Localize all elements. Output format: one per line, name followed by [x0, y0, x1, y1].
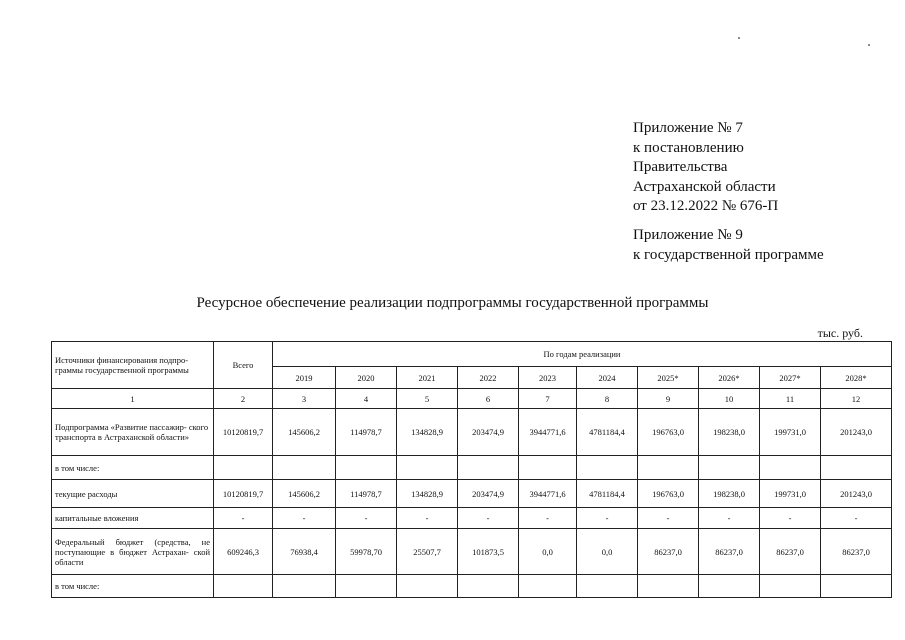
year-value-cell [519, 575, 577, 598]
year-value-cell: 198238,0 [699, 409, 760, 456]
year-value-cell: 86237,0 [699, 529, 760, 575]
resource-table [51, 341, 892, 598]
row-label: в том числе: [52, 575, 214, 598]
year-value-cell [699, 575, 760, 598]
year-value-cell: 101873,5 [458, 529, 519, 575]
annex-line: Приложение № 9 [633, 227, 743, 243]
year-value-cell [336, 575, 397, 598]
scan-speck [738, 37, 740, 39]
year-value-cell [577, 575, 638, 598]
year-value-cell: 203474,9 [458, 409, 519, 456]
year-value-cell [760, 456, 821, 480]
annex-line: Астраханской области [633, 178, 776, 195]
year-value-cell: 0,0 [577, 529, 638, 575]
year-value-cell: 145606,2 [273, 480, 336, 508]
annex-header-sub [633, 226, 824, 265]
total-cell: 609246,3 [214, 529, 273, 575]
row-label: в том числе: [52, 456, 214, 480]
year-header-cell: 2021 [397, 367, 458, 389]
year-value-cell: 201243,0 [821, 409, 892, 456]
annex-line: к государственной программе [633, 246, 824, 263]
column-number-cell: 3 [273, 389, 336, 409]
year-value-cell: 25507,7 [397, 529, 458, 575]
year-value-cell: 86237,0 [638, 529, 699, 575]
year-value-cell [458, 456, 519, 480]
column-number-cell: 2 [214, 389, 273, 409]
year-value-cell: 199731,0 [760, 480, 821, 508]
year-header-cell: 2025* [638, 367, 699, 389]
row-label: капитальные вложения [52, 508, 214, 529]
table-row [52, 575, 892, 598]
column-number-cell: 6 [458, 389, 519, 409]
year-value-cell [273, 575, 336, 598]
year-value-cell: - [638, 508, 699, 529]
year-value-cell: - [577, 508, 638, 529]
annex-line: Приложение № 7 [633, 120, 743, 136]
year-value-cell: 86237,0 [760, 529, 821, 575]
year-header-cell: 2019 [273, 367, 336, 389]
column-number-row [52, 389, 892, 409]
document-title: Ресурсное обеспечение реализации подпрограммы государственной программы [196, 295, 709, 311]
year-value-cell [821, 575, 892, 598]
total-cell: 10120819,7 [214, 480, 273, 508]
annex-line: от 23.12.2022 № 676-П [633, 198, 779, 214]
total-cell [214, 575, 273, 598]
year-value-cell [760, 575, 821, 598]
year-value-cell [577, 456, 638, 480]
column-number-cell: 9 [638, 389, 699, 409]
year-value-cell: 86237,0 [821, 529, 892, 575]
table-row [52, 456, 892, 480]
header-years-group: По годам реализации [273, 342, 892, 367]
scan-speck [868, 44, 870, 46]
year-value-cell: 201243,0 [821, 480, 892, 508]
year-value-cell: 114978,7 [336, 409, 397, 456]
year-value-cell: 76938,4 [273, 529, 336, 575]
year-value-cell: - [273, 508, 336, 529]
annex-header-main [633, 119, 778, 217]
column-number-cell: 11 [760, 389, 821, 409]
year-value-cell: - [699, 508, 760, 529]
annex-line: к постановлению [633, 139, 744, 156]
year-value-cell: 134828,9 [397, 409, 458, 456]
table-row [52, 529, 892, 575]
year-value-cell: 196763,0 [638, 480, 699, 508]
total-cell [214, 456, 273, 480]
year-value-cell [699, 456, 760, 480]
year-value-cell [519, 456, 577, 480]
year-value-cell [458, 575, 519, 598]
year-value-cell: 145606,2 [273, 409, 336, 456]
year-value-cell: 0,0 [519, 529, 577, 575]
annex-line: Правительства [633, 159, 728, 175]
column-number-cell: 5 [397, 389, 458, 409]
table-row [52, 480, 892, 508]
year-header-cell: 2024 [577, 367, 638, 389]
year-value-cell: - [821, 508, 892, 529]
year-value-cell: 3944771,6 [519, 409, 577, 456]
column-number-cell: 4 [336, 389, 397, 409]
units-label: тыс. руб. [817, 326, 863, 340]
year-value-cell: 203474,9 [458, 480, 519, 508]
year-value-cell: 59978,70 [336, 529, 397, 575]
year-header-cell: 2027* [760, 367, 821, 389]
year-value-cell [273, 456, 336, 480]
year-value-cell: 134828,9 [397, 480, 458, 508]
total-cell: - [214, 508, 273, 529]
column-number-cell: 1 [52, 389, 214, 409]
year-value-cell: - [519, 508, 577, 529]
header-total: Всего [214, 342, 273, 389]
year-value-cell: 114978,7 [336, 480, 397, 508]
table-row [52, 508, 892, 529]
row-label: Федеральный бюджет (средства, не поступающие в бюджет Астрахан- ской области [52, 529, 214, 575]
year-value-cell: - [397, 508, 458, 529]
column-number-cell: 7 [519, 389, 577, 409]
year-value-cell: - [336, 508, 397, 529]
year-value-cell [397, 575, 458, 598]
year-value-cell [638, 575, 699, 598]
year-value-cell: 4781184,4 [577, 409, 638, 456]
year-value-cell [336, 456, 397, 480]
total-cell: 10120819,7 [214, 409, 273, 456]
year-value-cell: 196763,0 [638, 409, 699, 456]
column-number-cell: 10 [699, 389, 760, 409]
year-value-cell: 4781184,4 [577, 480, 638, 508]
row-label: текущие расходы [52, 480, 214, 508]
year-value-cell: - [458, 508, 519, 529]
year-header-cell: 2020 [336, 367, 397, 389]
year-header-cell: 2026* [699, 367, 760, 389]
row-label: Подпрограмма «Развитие пассажир- ского транспорта в Астраханской области» [52, 409, 214, 456]
column-number-cell: 8 [577, 389, 638, 409]
year-value-cell: 3944771,6 [519, 480, 577, 508]
year-header-cell: 2022 [458, 367, 519, 389]
year-value-cell: - [760, 508, 821, 529]
year-header-cell: 2028* [821, 367, 892, 389]
header-source: Источники финансирования подпро- граммы государственной программы [52, 342, 214, 389]
year-header-cell: 2023 [519, 367, 577, 389]
year-value-cell [397, 456, 458, 480]
year-value-cell: 198238,0 [699, 480, 760, 508]
year-value-cell [821, 456, 892, 480]
table-row [52, 409, 892, 456]
year-value-cell [638, 456, 699, 480]
column-number-cell: 12 [821, 389, 892, 409]
year-value-cell: 199731,0 [760, 409, 821, 456]
